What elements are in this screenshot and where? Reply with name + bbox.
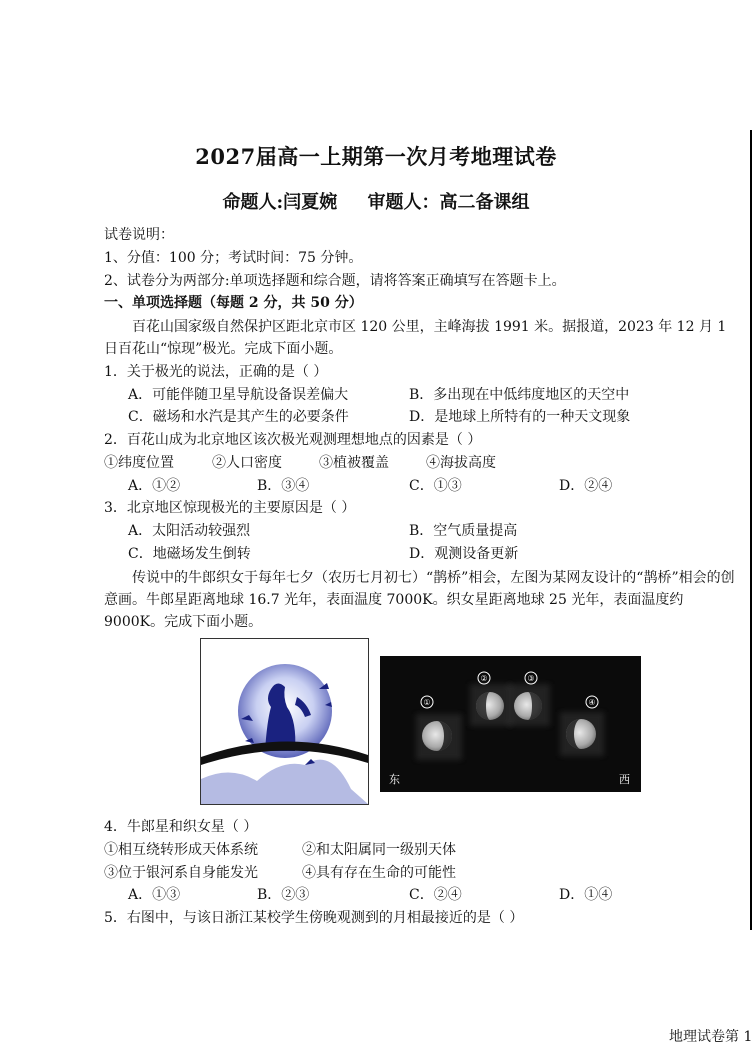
mountains xyxy=(201,760,368,804)
section-heading: 一、单项选择题（每题 2 分，共 50 分） xyxy=(104,295,363,311)
q2-option-c: C．①③ xyxy=(409,478,462,494)
instructions-heading: 试卷说明： xyxy=(104,227,174,243)
magpie-bridge-illustration xyxy=(200,638,369,805)
q4-statement-4: ④具有存在生命的可能性 xyxy=(302,865,456,881)
q2-factor-4: ④海拔高度 xyxy=(426,455,496,471)
moon-label-2: ② xyxy=(480,674,488,683)
q2-stem: 2．百花山成为北京地区该次极光观测理想地点的因素是（ ） xyxy=(104,432,482,448)
reviewer-label: 审题人：高二备课组 xyxy=(367,192,530,213)
moon-phase-figure xyxy=(380,656,641,792)
q4-option-c: C．②④ xyxy=(409,887,462,903)
q2-option-d: D．②④ xyxy=(559,478,613,494)
moon-label-4: ④ xyxy=(588,698,596,707)
passage-aurora: 百花山国家级自然保护区距北京市区 120 公里，主峰海拔 1991 米。据报道，2023 年 12 月 1 日百花山“惊现”极光。完成下面小题。 xyxy=(104,319,727,357)
author-label: 命题人:闫夏婉 xyxy=(222,192,338,213)
q1-stem: 1．关于极光的说法，正确的是（ ） xyxy=(104,364,328,380)
q3-option-d: D．观测设备更新 xyxy=(409,546,519,562)
q3-stem: 3．北京地区惊现极光的主要原因是（ ） xyxy=(104,500,356,516)
west-label: 西 xyxy=(619,773,630,786)
q2-factor-2: ②人口密度 xyxy=(212,455,282,471)
q5-stem: 5．右图中，与该日浙江某校学生傍晚观测到的月相最接近的是（ ） xyxy=(104,910,524,926)
q4-option-b: B．②③ xyxy=(257,887,310,903)
q3-option-b: B．空气质量提高 xyxy=(409,523,518,539)
magpie-bridge-picture xyxy=(201,639,368,804)
passage-qixi: 传说中的牛郎织女于每年七夕（农历七月初七）“鹊桥”相会，左图为某网友设计的“鹊桥”相会的创意画。牛郎星距离地球 16.7 光年，表面温度 7000K。织女星距离地球 25 光年，表面温度约 9000K。完成下面小题。 xyxy=(104,570,735,630)
q1-option-d: D．是地球上所特有的一种天文现象 xyxy=(409,409,631,425)
q1-option-b: B．多出现在中低纬度地区的天空中 xyxy=(409,387,630,403)
page-footer: 地理试卷第 1 xyxy=(669,1029,752,1045)
q4-statement-1: ①相互绕转形成天体系统 xyxy=(104,842,258,858)
exam-title: 2027届高一上期第一次月考地理试卷 xyxy=(195,144,557,169)
instructions-line-2: 2、试卷分为两部分:单项选择题和综合题，请将答案正确填写在答题卡上。 xyxy=(104,273,566,289)
q4-statement-2: ②和太阳属同一级别天体 xyxy=(302,842,456,858)
q4-stem: 4．牛郎星和织女星（ ） xyxy=(104,819,258,835)
q2-option-a: A．①② xyxy=(128,478,181,494)
east-label: 东 xyxy=(389,773,400,786)
q1-option-a: A．可能伴随卫星导航设备误差偏大 xyxy=(128,387,349,403)
moon-label-1: ① xyxy=(423,698,431,707)
moon-phases-picture xyxy=(380,656,641,792)
q2-factor-3: ③植被覆盖 xyxy=(319,455,389,471)
q2-option-b: B．③④ xyxy=(257,478,310,494)
q4-statement-3: ③位于银河系自身能发光 xyxy=(104,865,258,881)
moon-label-3: ③ xyxy=(527,674,535,683)
q2-factor-1: ①纬度位置 xyxy=(104,455,174,471)
q4-option-a: A．①③ xyxy=(128,887,181,903)
instructions-line-1: 1、分值：100 分；考试时间：75 分钟。 xyxy=(104,250,363,266)
q1-option-c: C．磁场和水汽是其产生的必要条件 xyxy=(128,409,349,425)
q3-option-a: A．太阳活动较强烈 xyxy=(128,523,251,539)
q4-option-d: D．①④ xyxy=(559,887,613,903)
exam-authors xyxy=(0,188,752,214)
q3-option-c: C．地磁场发生倒转 xyxy=(128,546,251,562)
